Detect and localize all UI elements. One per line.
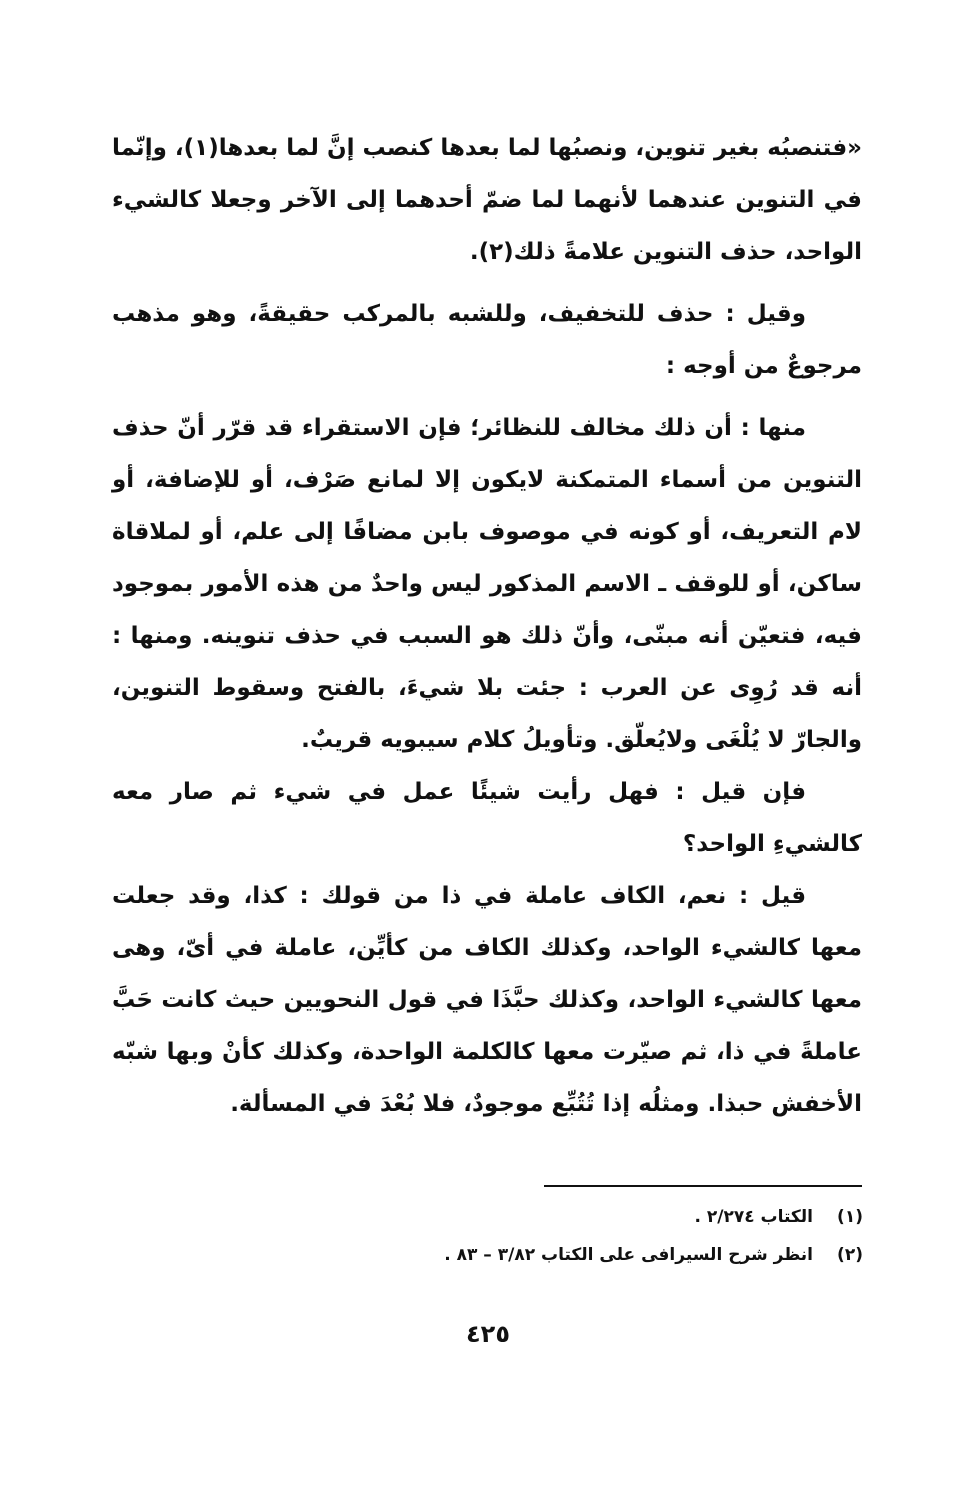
footnote-text: الكتاب ٢/٢٧٤ .: [694, 1207, 813, 1227]
footnote-1: [440, 1198, 863, 1236]
footnotes: [440, 1198, 863, 1274]
footnote-2: [440, 1236, 863, 1274]
paragraph-3: منها : أن ذلك مخالف للنظائر؛ فإن الاستقراء قد قرّر أنّ حذف التنوين من أسماء المتمكنة لايكون إلا لمانع صَرْف، أو للإضافة، أو لام التعريف، أو كونه في موصوف بابن مضافًا إلى علم، أو لملاقاة ساكن، أو للوقف ـ الاسم المذكور ليس واحدٌ من هذه الأمور بموجود فيه، فتعيّن أنه مبنّى، وأنّ ذلك هو السبب في حذف تنوينه. ومنها : أنه قد رُوِى عن العرب : جئت بلا شيءَ، بالفتح وسقوط التنوين، والجارّ لا يُلْغَى ولايُعلّق. وتأويلُ كلام سيبويه قريبٌ.: [112, 415, 862, 753]
footnote-number: (٢): [837, 1245, 863, 1265]
page-number: ٤٢٥: [466, 1320, 510, 1348]
footnote-divider: [544, 1185, 862, 1187]
paragraph-1: «فتنصبُه بغير تنوين، ونصبُها لما بعدها كنصب إنَّ لما بعدها(١)، وإنّما في التنوين عندهما لأنهما لما ضمّ أحدهما إلى الآخر وجعلا كالشيء الواحد، حذف التنوين علامةً ذلك(٢).: [112, 135, 862, 265]
paragraph-2: وقيل : حذف للتخفيف، وللشبه بالمركب حقيقةً، وهو مذهب مرجوعٌ من أوجه :: [112, 301, 862, 379]
paragraph-5: قيل : نعم، الكاف عاملة في ذا من قولك : كذا، وقد جعلت معها كالشيء الواحد، وكذلك الكاف من كأيِّن، عاملة في أىّ، وهى معها كالشيء الواحد، وكذلك حبَّذَا في قول النحويين حيث كانت حَبَّ عاملةً في ذا، ثم صيّرت معها كالكلمة الواحدة، وكذلك كأنْ وبها شبّه الأخفش حبذا. ومثلُه إذا تُتُبِّع موجودٌ، فلا بُعْدَ في المسألة.: [112, 883, 862, 1117]
paragraph-4: فإن قيل : فهل رأيت شيئًا عمل في شيء ثم صار معه كالشيءِ الواحد؟: [112, 779, 862, 857]
footnote-number: (١): [837, 1207, 863, 1227]
main-text: [112, 122, 862, 1130]
footnote-text: انظر شرح السيرافى على الكتاب ٣/٨٢ – ٨٣ .: [444, 1245, 813, 1265]
